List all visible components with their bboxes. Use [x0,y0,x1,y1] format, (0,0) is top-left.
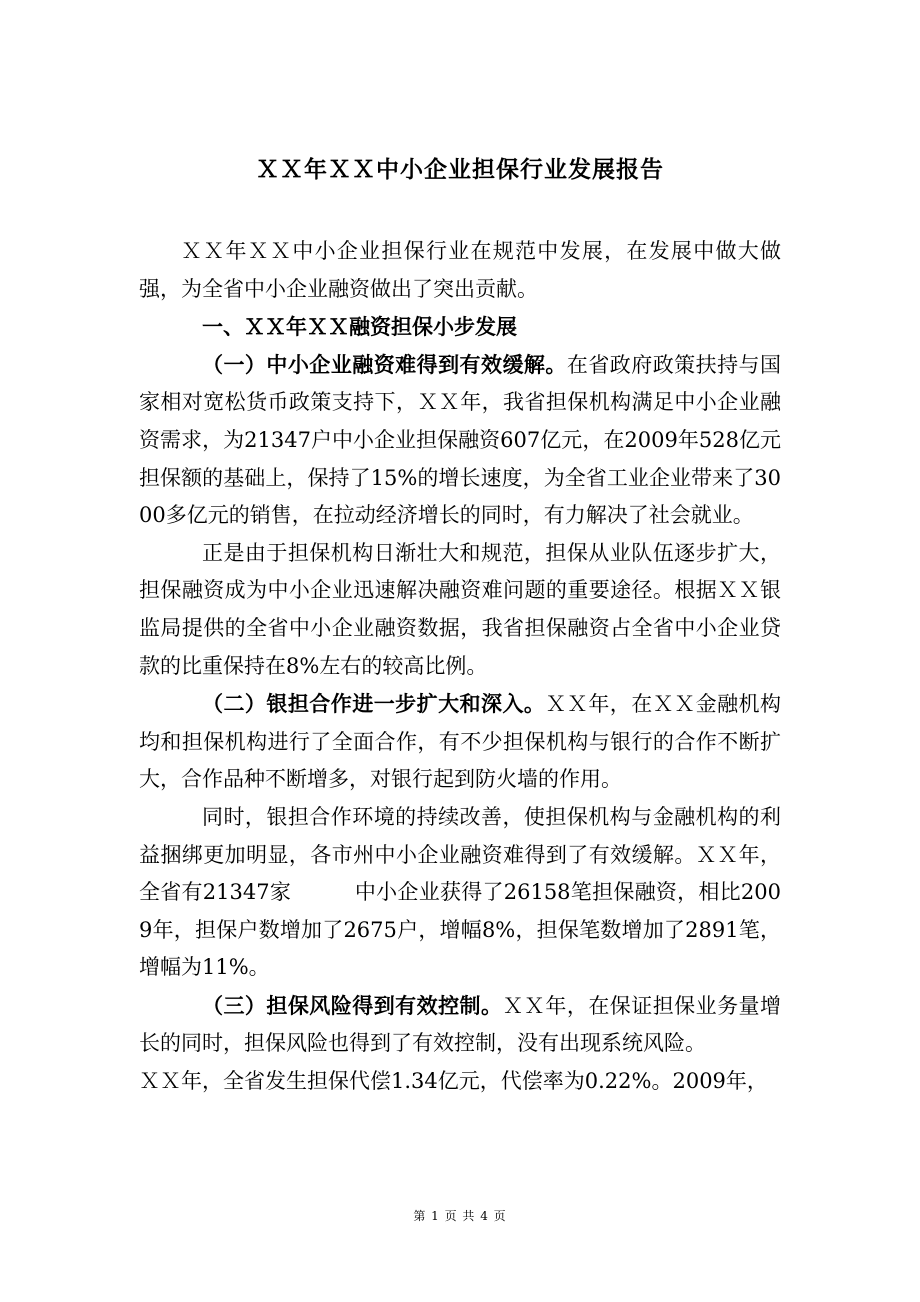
document-body [139,233,781,1101]
subsection-2-heading: （二）银担合作进一步扩大和深入。 [202,691,546,717]
page-footer: 第 1 页 共 4 页 [413,1209,507,1223]
subsection-2-paragraph [139,685,781,799]
subsection-3-heading: （三）担保风险得到有效控制。 [202,992,503,1018]
paragraph-4: ＸＸ年，全省发生担保代偿1.34亿元，代偿率为0.22%。2009年， [139,1069,768,1094]
subsection-1-text: 在省政府政策扶持与国家相对宽松货币政策支持下，ＸＸ年，我省担保机构满足中小企业融资需求，为21347户中小企业担保融资607亿元，在2009年528亿元担保额的基础上，保持了15%的增长速度，为全省工业企业带来了3000多亿元的销售，在拉动经济增长的同时，有力解决了社会就业。 [139,352,782,528]
subsection-1-paragraph [139,346,781,535]
subsection-2-text: ＸＸ年，在ＸＸ金融机构均和担保机构进行了全面合作，有不少担保机构与银行的合作不断扩大，合作品种不断增多，对银行起到防火墙的作用。 [139,692,782,792]
paragraph-3: 同时，银担合作环境的持续改善，使担保机构与金融机构的利益捆绑更加明显，各市州中小企业融资难得到了有效缓解。ＸＸ年，全省有21347家 中小企业获得了26158笔担保融资，相比2009年，担保户数增加了2675户，增幅8%，担保笔数增加了2891笔，增幅为11%。 [139,804,781,980]
intro-paragraph: ＸＸ年ＸＸ中小企业担保行业在规范中发展，在发展中做大做强，为全省中小企业融资做出了突出贡献。 [139,239,781,301]
document-title: ＸＸ年ＸＸ中小企业担保行业发展报告 [256,156,664,183]
paragraph-2: 正是由于担保机构日渐壮大和规范，担保从业队伍逐步扩大，担保融资成为中小企业迅速解决融资难问题的重要途径。根据ＸＸ银监局提供的全省中小企业融资数据，我省担保融资占全省中小企业贷款的比重保持在8%左右的较高比例。 [139,540,781,678]
subsection-3-paragraph [139,987,781,1063]
section-heading: 一、ＸＸ年ＸＸ融资担保小步发展 [202,314,517,340]
subsection-1-heading: （一）中小企业融资难得到有效缓解。 [202,351,567,377]
subsection-3-text: ＸＸ年，在保证担保业务量增长的同时，担保风险也得到了有效控制，没有出现系统风险。 [139,993,782,1056]
